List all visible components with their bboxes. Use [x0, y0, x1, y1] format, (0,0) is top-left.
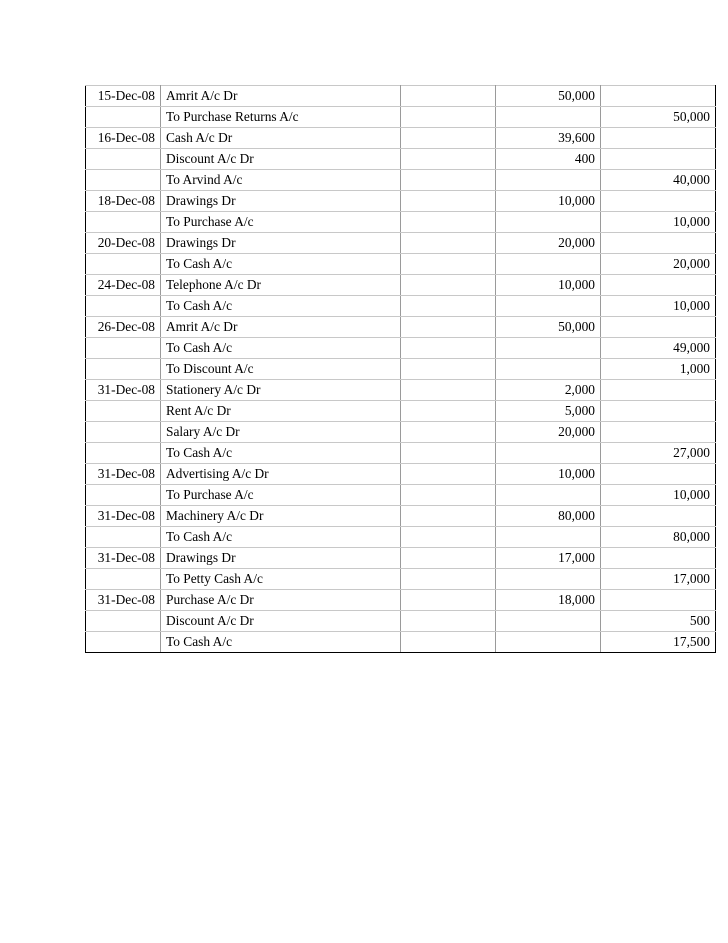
entry-lf	[401, 275, 496, 296]
entry-lf	[401, 86, 496, 107]
entry-debit	[496, 527, 601, 548]
journal-row	[86, 590, 716, 611]
entry-credit: 20,000	[601, 254, 716, 275]
entry-particulars: Amrit A/c Dr	[161, 86, 401, 107]
entry-credit: 10,000	[601, 296, 716, 317]
journal-row	[86, 443, 716, 464]
entry-date	[86, 485, 161, 506]
entry-lf	[401, 212, 496, 233]
entry-particulars: To Arvind A/c	[161, 170, 401, 191]
entry-credit	[601, 422, 716, 443]
journal-row	[86, 275, 716, 296]
entry-date	[86, 527, 161, 548]
journal-row	[86, 338, 716, 359]
entry-debit	[496, 296, 601, 317]
entry-particulars: To Cash A/c	[161, 527, 401, 548]
entry-date	[86, 611, 161, 632]
entry-debit	[496, 569, 601, 590]
journal-row	[86, 86, 716, 107]
entry-credit	[601, 191, 716, 212]
entry-lf	[401, 485, 496, 506]
entry-credit	[601, 548, 716, 569]
journal-row	[86, 569, 716, 590]
entry-date	[86, 254, 161, 275]
entry-lf	[401, 107, 496, 128]
entry-credit: 17,500	[601, 632, 716, 653]
entry-credit: 1,000	[601, 359, 716, 380]
journal-row	[86, 527, 716, 548]
entry-date: 31-Dec-08	[86, 590, 161, 611]
entry-credit	[601, 149, 716, 170]
entry-lf	[401, 401, 496, 422]
entry-debit	[496, 170, 601, 191]
entry-date	[86, 443, 161, 464]
entry-date	[86, 212, 161, 233]
entry-date: 15-Dec-08	[86, 86, 161, 107]
entry-credit	[601, 506, 716, 527]
entry-particulars: Salary A/c Dr	[161, 422, 401, 443]
entry-particulars: Stationery A/c Dr	[161, 380, 401, 401]
journal-row	[86, 464, 716, 485]
entry-date	[86, 359, 161, 380]
entry-particulars: To Purchase A/c	[161, 485, 401, 506]
entry-date	[86, 338, 161, 359]
entry-particulars: Advertising A/c Dr	[161, 464, 401, 485]
entry-lf	[401, 296, 496, 317]
entry-credit	[601, 86, 716, 107]
entry-lf	[401, 149, 496, 170]
entry-lf	[401, 527, 496, 548]
journal-row	[86, 191, 716, 212]
entry-debit: 20,000	[496, 233, 601, 254]
entry-lf	[401, 464, 496, 485]
entry-particulars: Drawings Dr	[161, 548, 401, 569]
entry-lf	[401, 590, 496, 611]
entry-lf	[401, 632, 496, 653]
entry-credit: 80,000	[601, 527, 716, 548]
entry-debit: 10,000	[496, 464, 601, 485]
entry-lf	[401, 191, 496, 212]
entry-lf	[401, 422, 496, 443]
entry-credit	[601, 128, 716, 149]
entry-date: 20-Dec-08	[86, 233, 161, 254]
entry-debit	[496, 254, 601, 275]
entry-particulars: Discount A/c Dr	[161, 149, 401, 170]
journal-row	[86, 107, 716, 128]
entry-date	[86, 569, 161, 590]
entry-lf	[401, 611, 496, 632]
entry-debit	[496, 359, 601, 380]
entry-credit	[601, 233, 716, 254]
entry-credit: 10,000	[601, 212, 716, 233]
journal-row	[86, 359, 716, 380]
entry-lf	[401, 254, 496, 275]
entry-debit: 20,000	[496, 422, 601, 443]
journal-row	[86, 149, 716, 170]
entry-particulars: Machinery A/c Dr	[161, 506, 401, 527]
entry-debit: 50,000	[496, 86, 601, 107]
entry-particulars: Cash A/c Dr	[161, 128, 401, 149]
entry-debit	[496, 485, 601, 506]
entry-date: 18-Dec-08	[86, 191, 161, 212]
entry-date: 31-Dec-08	[86, 506, 161, 527]
entry-date: 31-Dec-08	[86, 548, 161, 569]
entry-credit: 17,000	[601, 569, 716, 590]
entry-debit: 80,000	[496, 506, 601, 527]
entry-particulars: To Cash A/c	[161, 632, 401, 653]
entry-credit: 50,000	[601, 107, 716, 128]
entry-particulars: To Purchase A/c	[161, 212, 401, 233]
entry-debit	[496, 338, 601, 359]
journal-row	[86, 611, 716, 632]
entry-particulars: Drawings Dr	[161, 233, 401, 254]
entry-date	[86, 422, 161, 443]
entry-credit: 40,000	[601, 170, 716, 191]
entry-date	[86, 149, 161, 170]
journal-row	[86, 128, 716, 149]
journal-row	[86, 380, 716, 401]
entry-credit	[601, 380, 716, 401]
journal-row	[86, 254, 716, 275]
entry-debit: 5,000	[496, 401, 601, 422]
entry-debit: 10,000	[496, 275, 601, 296]
entry-debit	[496, 443, 601, 464]
entry-particulars: Rent A/c Dr	[161, 401, 401, 422]
entry-particulars: To Cash A/c	[161, 296, 401, 317]
entry-particulars: To Cash A/c	[161, 338, 401, 359]
entry-date	[86, 296, 161, 317]
entry-lf	[401, 506, 496, 527]
entry-date: 24-Dec-08	[86, 275, 161, 296]
journal-row	[86, 485, 716, 506]
entry-debit	[496, 611, 601, 632]
entry-date	[86, 401, 161, 422]
entry-lf	[401, 317, 496, 338]
entry-lf	[401, 443, 496, 464]
entry-lf	[401, 338, 496, 359]
journal-row	[86, 506, 716, 527]
entry-debit	[496, 107, 601, 128]
entry-credit	[601, 401, 716, 422]
entry-particulars: To Discount A/c	[161, 359, 401, 380]
entry-credit: 10,000	[601, 485, 716, 506]
entry-lf	[401, 359, 496, 380]
journal-row	[86, 548, 716, 569]
entry-date: 26-Dec-08	[86, 317, 161, 338]
entry-credit	[601, 464, 716, 485]
entry-debit: 50,000	[496, 317, 601, 338]
entry-lf	[401, 548, 496, 569]
entry-credit	[601, 275, 716, 296]
journal-row	[86, 233, 716, 254]
entry-debit	[496, 212, 601, 233]
entry-particulars: To Petty Cash A/c	[161, 569, 401, 590]
entry-lf	[401, 128, 496, 149]
entry-lf	[401, 380, 496, 401]
entry-debit: 18,000	[496, 590, 601, 611]
entry-particulars: Telephone A/c Dr	[161, 275, 401, 296]
entry-particulars: To Cash A/c	[161, 254, 401, 275]
entry-date	[86, 170, 161, 191]
entry-debit: 39,600	[496, 128, 601, 149]
journal-row	[86, 317, 716, 338]
entry-credit: 49,000	[601, 338, 716, 359]
entry-debit: 17,000	[496, 548, 601, 569]
entry-date: 16-Dec-08	[86, 128, 161, 149]
entry-particulars: To Purchase Returns A/c	[161, 107, 401, 128]
entry-debit	[496, 632, 601, 653]
journal-row	[86, 632, 716, 653]
entry-credit: 27,000	[601, 443, 716, 464]
journal-row	[86, 170, 716, 191]
entry-particulars: Discount A/c Dr	[161, 611, 401, 632]
entry-lf	[401, 170, 496, 191]
entry-credit	[601, 317, 716, 338]
entry-debit: 10,000	[496, 191, 601, 212]
entry-particulars: Drawings Dr	[161, 191, 401, 212]
entry-date	[86, 632, 161, 653]
entry-debit: 2,000	[496, 380, 601, 401]
entry-lf	[401, 569, 496, 590]
entry-lf	[401, 233, 496, 254]
entry-particulars: To Cash A/c	[161, 443, 401, 464]
entry-date: 31-Dec-08	[86, 464, 161, 485]
entry-date	[86, 107, 161, 128]
journal-table	[85, 85, 716, 653]
journal-row	[86, 296, 716, 317]
journal-row	[86, 212, 716, 233]
journal-body	[86, 86, 716, 653]
entry-particulars: Amrit A/c Dr	[161, 317, 401, 338]
entry-credit: 500	[601, 611, 716, 632]
journal-row	[86, 401, 716, 422]
entry-date: 31-Dec-08	[86, 380, 161, 401]
entry-particulars: Purchase A/c Dr	[161, 590, 401, 611]
entry-debit: 400	[496, 149, 601, 170]
journal-row	[86, 422, 716, 443]
entry-credit	[601, 590, 716, 611]
